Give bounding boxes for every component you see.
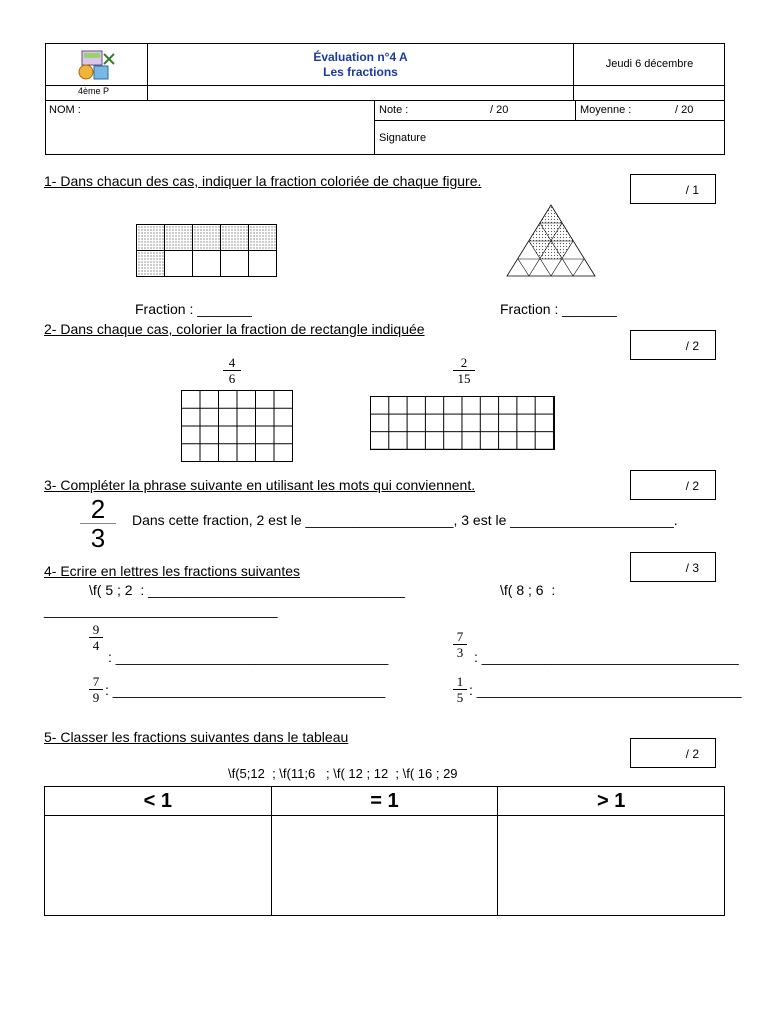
calculator-logo-icon <box>74 48 118 82</box>
header-divider <box>374 120 725 121</box>
q3-big-fraction <box>80 495 116 552</box>
question-5-score-box <box>630 738 716 768</box>
score-label: / 1 <box>685 183 699 197</box>
q2-fraction-1 <box>223 355 241 386</box>
grid-cell <box>193 225 221 251</box>
numerator: 1 <box>453 674 467 690</box>
q4-answer-line-2: : _________________________________ <box>474 649 739 665</box>
q1-triangle-figure <box>505 203 597 278</box>
column-header-equal-one: = 1 <box>271 787 498 816</box>
nom-label: NOM : <box>49 104 81 116</box>
denominator: 3 <box>456 645 464 660</box>
note-label: Note : <box>379 104 409 116</box>
header-divider <box>45 85 725 86</box>
q4-line-2: ______________________________ <box>44 602 278 618</box>
denominator: 6 <box>228 371 236 386</box>
question-3-text: 3- Compléter la phrase suivante en utilisant les mots qui conviennent. <box>44 477 476 493</box>
q1-rectangle-figure <box>136 224 277 277</box>
q2-fraction-2 <box>453 355 475 386</box>
question-4-score-box <box>630 552 716 582</box>
numerator: 2 <box>453 355 475 371</box>
grid-cell <box>193 251 221 277</box>
evaluation-title: Évaluation n°4 A <box>313 50 408 64</box>
answer-cell[interactable] <box>498 816 725 916</box>
q4-fraction-3 <box>89 674 103 705</box>
grid-cell <box>165 251 193 277</box>
moyenne-label: Moyenne : <box>580 104 632 116</box>
q4-line-1-left: \f( 5 ; 2 : _________________________________ <box>89 582 406 598</box>
q3-sentence: Dans cette fraction, 2 est le ___________________, 3 est le _____________________. <box>132 512 678 528</box>
numerator: 7 <box>453 629 467 645</box>
q4-fraction-1 <box>89 622 103 653</box>
grid-cell <box>249 251 277 277</box>
q4-fraction-2 <box>453 629 467 660</box>
question-5-text: 5- Classer les fractions suivantes dans le tableau <box>44 729 349 745</box>
q1-answer-left: Fraction : _______ <box>135 301 252 317</box>
denominator: 15 <box>457 371 471 386</box>
evaluation-subtitle: Les fractions <box>323 65 398 79</box>
q4-line-1-right: \f( 8 ; 6 : <box>500 582 556 598</box>
note-total: / 20 <box>490 104 509 116</box>
q4-answer-line-1: : ___________________________________ <box>108 649 389 665</box>
question-4-text: 4- Ecrire en lettres les fractions suivantes <box>44 563 300 579</box>
denominator: 9 <box>92 690 100 705</box>
q1-answer-right: Fraction : _______ <box>500 301 617 317</box>
q2-grid-2 <box>370 396 555 450</box>
header-divider <box>374 100 375 155</box>
column-header-greater-than-one: > 1 <box>498 787 725 816</box>
header-divider <box>573 43 574 100</box>
evaluation-date: Jeudi 6 décembre <box>605 58 694 70</box>
question-1-text: 1- Dans chacun des cas, indiquer la fraction coloriée de chaque figure. <box>44 173 482 189</box>
q2-grid-1 <box>181 390 293 462</box>
header-divider <box>575 100 576 120</box>
class-label: 4ème P <box>78 86 110 96</box>
column-header-less-than-one: < 1 <box>45 787 272 816</box>
denominator: 4 <box>92 638 100 653</box>
question-2-text: 2- Dans chaque cas, colorier la fraction de rectangle indiquée <box>44 321 425 337</box>
header-divider <box>45 100 725 101</box>
score-label: / 3 <box>685 561 699 575</box>
q4-answer-line-4: : __________________________________ <box>469 682 742 698</box>
q4-fraction-4 <box>453 674 467 705</box>
grid-cell <box>221 225 249 251</box>
q5-classification-table <box>44 786 725 916</box>
answer-cell[interactable] <box>271 816 498 916</box>
moyenne-total: / 20 <box>675 104 694 116</box>
grid-cell <box>137 225 165 251</box>
score-label: / 2 <box>685 339 699 353</box>
signature-label: Signature <box>379 132 427 144</box>
grid-cell <box>221 251 249 277</box>
answer-cell[interactable] <box>45 816 272 916</box>
denominator: 5 <box>456 690 464 705</box>
score-label: / 2 <box>685 747 699 761</box>
grid-cell <box>165 225 193 251</box>
numerator: 4 <box>223 355 241 371</box>
denominator: 3 <box>90 523 106 553</box>
score-label: / 2 <box>685 479 699 493</box>
school-logo <box>74 48 118 82</box>
numerator: 7 <box>89 674 103 690</box>
grid-cell <box>137 251 165 277</box>
grid-cell <box>249 225 277 251</box>
numerator: 9 <box>89 622 103 638</box>
question-1-score-box <box>630 174 716 204</box>
numerator: 2 <box>80 495 116 524</box>
question-2-score-box <box>630 330 716 360</box>
question-3-score-box <box>630 470 716 500</box>
q5-fraction-list: \f(5;12 ; \f(11;6 ; \f( 12 ; 12 ; \f( 16 ; 29 <box>228 766 458 781</box>
q4-answer-line-3: : ___________________________________ <box>105 682 386 698</box>
